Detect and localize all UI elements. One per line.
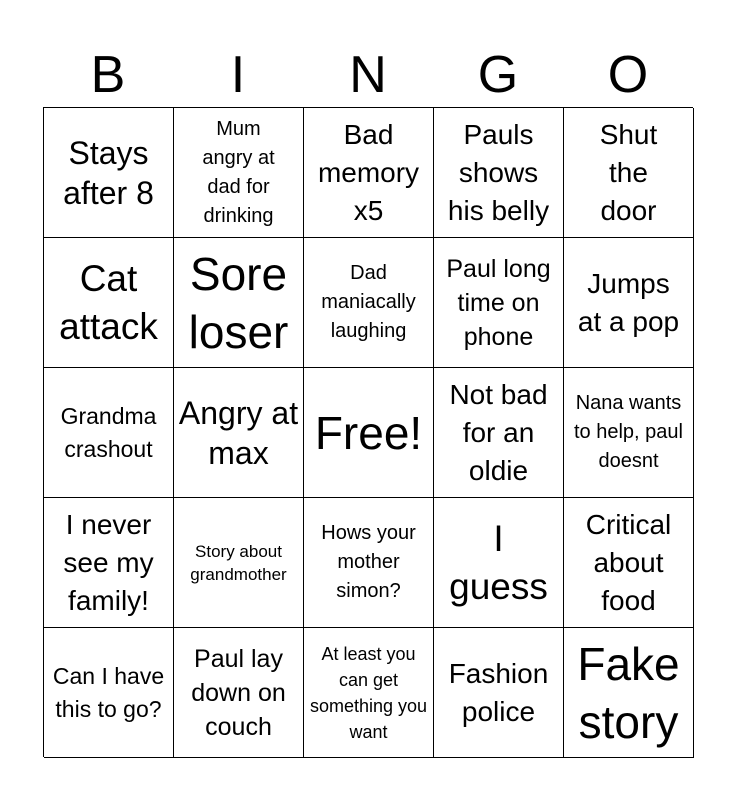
header-letter-n: N: [349, 46, 387, 104]
bingo-cell-i2[interactable]: [174, 238, 304, 368]
bingo-cell-n3-free[interactable]: [304, 368, 434, 498]
cell-text: Grandma crashout: [60, 402, 157, 462]
bingo-cell-o3[interactable]: [564, 368, 694, 498]
cell-text: Pauls shows his belly: [447, 118, 550, 226]
cell-text: Cat attack: [59, 257, 158, 347]
cell-text: Fashion police: [448, 657, 549, 727]
bingo-cell-n4[interactable]: [304, 498, 434, 628]
bingo-cell-g1[interactable]: [434, 108, 564, 238]
cell-text: Mum angry at dad for drinking: [202, 117, 275, 227]
cell-text: Critical about food: [585, 508, 672, 616]
cell-text: Jumps at a pop: [577, 267, 680, 337]
bingo-cell-o1[interactable]: [564, 108, 694, 238]
cell-text: At least you can get something you want: [309, 643, 428, 742]
cell-text: Shut the door: [599, 118, 658, 226]
bingo-cell-g2[interactable]: [434, 238, 564, 368]
bingo-cell-o2[interactable]: [564, 238, 694, 368]
bingo-cell-n2[interactable]: [304, 238, 434, 368]
cell-text: I guess: [449, 517, 548, 607]
cell-text: Stays after 8: [63, 134, 154, 211]
bingo-cell-i1[interactable]: [174, 108, 304, 238]
cell-text: Sore loser: [188, 247, 289, 358]
cell-text: Paul long time on phone: [446, 254, 551, 351]
cell-text: Angry at max: [178, 394, 299, 471]
bingo-cell-g5[interactable]: [434, 628, 564, 758]
header-letter-o: O: [607, 46, 649, 104]
bingo-header: [43, 44, 693, 106]
cell-text: Fake story: [577, 637, 680, 748]
bingo-cell-n1[interactable]: [304, 108, 434, 238]
bingo-cell-i5[interactable]: [174, 628, 304, 758]
bingo-cell-i4[interactable]: [174, 498, 304, 628]
cell-text: Not bad for an oldie: [449, 378, 548, 486]
cell-text: Bad memory x5: [317, 118, 420, 226]
bingo-cell-o4[interactable]: [564, 498, 694, 628]
cell-text: I never see my family!: [63, 508, 154, 616]
bingo-cell-b1[interactable]: [44, 108, 174, 238]
bingo-cell-b5[interactable]: [44, 628, 174, 758]
bingo-cell-n5[interactable]: [304, 628, 434, 758]
bingo-cell-i3[interactable]: [174, 368, 304, 498]
bingo-cell-g4[interactable]: [434, 498, 564, 628]
bingo-cell-g3[interactable]: [434, 368, 564, 498]
cell-text: Nana wants to help, paul doesnt: [574, 392, 683, 472]
cell-text: Dad maniacally laughing: [321, 262, 416, 342]
header-letter-b: B: [90, 46, 126, 104]
bingo-cell-b4[interactable]: [44, 498, 174, 628]
bingo-cell-b3[interactable]: [44, 368, 174, 498]
header-letter-i: I: [230, 46, 246, 104]
bingo-cell-b2[interactable]: [44, 238, 174, 368]
bingo-cell-o5[interactable]: [564, 628, 694, 758]
cell-text: Story about grandmother: [190, 541, 287, 584]
header-letter-g: G: [477, 46, 519, 104]
bingo-card: [43, 107, 693, 757]
free-space-text: Free!: [314, 406, 423, 459]
cell-text: Paul lay down on couch: [191, 644, 286, 741]
cell-text: Can I have this to go?: [52, 662, 165, 722]
cell-text: Hows your mother simon?: [321, 522, 416, 602]
